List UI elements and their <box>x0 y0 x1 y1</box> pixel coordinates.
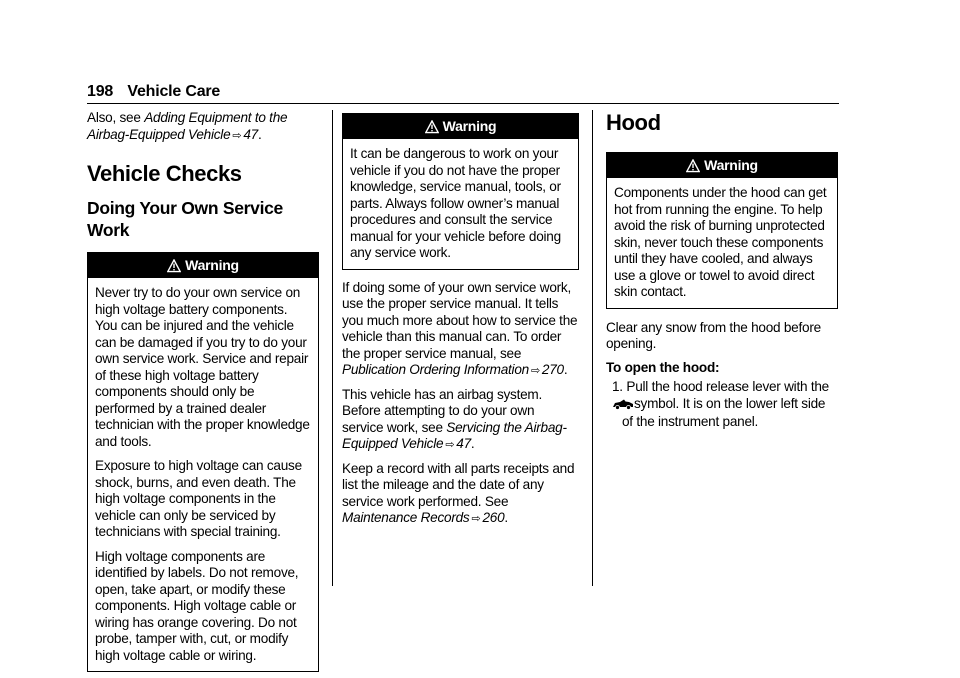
page-reference-arrow-icon: ⇨ <box>445 439 455 451</box>
page-reference-arrow-icon: ⇨ <box>232 129 242 142</box>
warning-body <box>607 178 837 308</box>
warning-triangle-icon <box>425 120 439 134</box>
page-reference-arrow-icon: ⇨ <box>530 365 540 377</box>
warning-box <box>87 252 319 672</box>
cross-reference-link[interactable]: Adding Equipment to the Airbag-Equipped Vehicle <box>87 110 288 142</box>
warning-text: High voltage components are identified by labels. Do not remove, open, take apart, or modify these components. High voltage cable or wiring has orange covering. Do not probe, tamper with, cut, or modify high voltage cable or wiring. <box>95 548 299 663</box>
body-paragraph: This vehicle has an airbag system. Before attempting to do your own service work, see Servicing the Airbag-Equipped Vehicle ⇨ 47. <box>342 386 567 451</box>
step-number: 1. <box>612 379 623 394</box>
page-reference-arrow-icon: ⇨ <box>471 513 481 525</box>
warning-header <box>88 253 318 278</box>
cross-reference-link[interactable]: Maintenance Records <box>342 510 470 525</box>
section-heading: Vehicle Checks <box>87 161 242 186</box>
section-heading: Hood <box>606 110 661 135</box>
warning-text: Exposure to high voltage can cause shock, burns, and even death. The high voltage components in the vehicle can only be serviced by technicians with special training. <box>95 458 302 539</box>
warning-title: Warning <box>185 257 239 273</box>
cross-reference-link[interactable]: Publication Ordering Information <box>342 362 529 377</box>
warning-text: Never try to do your own service on high voltage battery components. You can be injured and the vehicle can be damaged if you try to do your own service work. Service and repair of these high voltage battery components should only be performed by a trained dealer technician with the proper knowledge and tools. <box>95 285 310 449</box>
column-1 <box>87 110 319 672</box>
page-reference[interactable]: 47 <box>456 436 471 451</box>
warning-text: Components under the hood can get hot from running the engine. To help avoid the risk of burning unprotected skin, never touch these components until they have cooled, and always use a glove or towel to avoid direct skin contact. <box>614 185 827 299</box>
column-2 <box>342 113 579 535</box>
page-reference[interactable]: 260 <box>482 510 505 525</box>
subsection-heading: Doing Your Own Service Work <box>87 198 283 240</box>
column-divider <box>592 110 593 586</box>
cross-reference-link[interactable]: Servicing the Airbag-Equipped Vehicle <box>342 419 567 451</box>
body-paragraph: If doing some of your own service work, use the proper service manual. It tells you much more about how to service the vehicle than this manual can. To order the proper service manual, see Publication Ordering Information ⇨ 270. <box>342 279 578 377</box>
page-number: 198 <box>87 83 114 100</box>
warning-title: Warning <box>442 118 497 134</box>
car-hood-open-icon <box>622 398 634 415</box>
intro-paragraph: Also, see Adding Equipment to the Airbag-Equipped Vehicle ⇨ 47. <box>87 110 288 142</box>
section-title: Vehicle Care <box>127 83 221 100</box>
warning-triangle-icon <box>167 259 181 273</box>
warning-header <box>607 153 837 178</box>
body-paragraph: Clear any snow from the hood before opening. <box>606 319 821 351</box>
column-divider <box>332 110 333 586</box>
warning-triangle-icon <box>686 159 700 173</box>
column-3 <box>606 110 838 431</box>
warning-box <box>342 113 579 270</box>
page-header <box>87 83 220 101</box>
warning-text: It can be dangerous to work on your vehicle if you do not have the proper knowledge, service manual, tools, or parts. Always follow owner’s manual procedures and consult the service manual for your vehicle before doing any service work. <box>350 146 561 260</box>
page-reference[interactable]: 270 <box>541 362 564 377</box>
list-item: 1. Pull the hood release lever with the symbol. It is on the lower left side of the instrument panel. <box>612 379 829 429</box>
body-paragraph: Keep a record with all parts receipts and list the mileage and the date of any service work performed. See Maintenance Records ⇨ 260. <box>342 460 575 525</box>
warning-body <box>88 278 318 671</box>
warning-box <box>606 152 838 309</box>
warning-body <box>343 139 578 269</box>
warning-title: Warning <box>704 157 758 173</box>
page-reference[interactable]: 47 <box>243 126 258 142</box>
header-rule <box>87 103 839 104</box>
warning-header <box>343 114 578 139</box>
procedure-heading: To open the hood: <box>606 359 720 375</box>
